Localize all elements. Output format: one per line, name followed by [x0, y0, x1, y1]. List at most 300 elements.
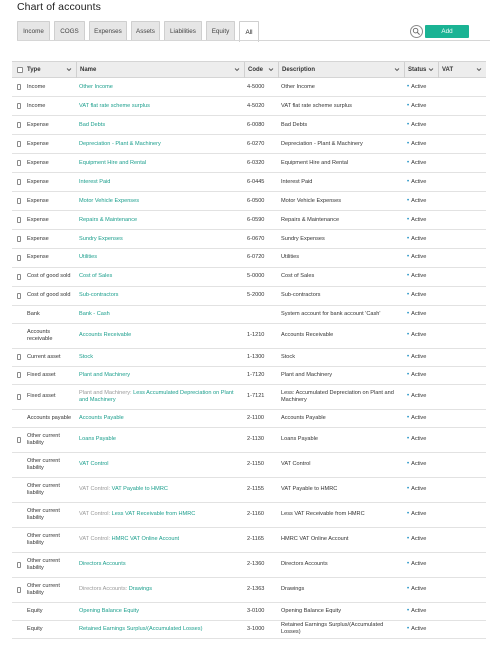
vat-cell: [441, 78, 489, 96]
name-text: [79, 122, 105, 129]
table-row[interactable]: [12, 478, 486, 503]
name-text: [79, 254, 97, 261]
account-name-link[interactable]: Less Accumulated Depreciation on Plant and Machinery: [79, 389, 234, 403]
type-cell: Other current liability: [27, 532, 60, 546]
row-select-cell: [12, 578, 24, 602]
name-text: [79, 608, 139, 615]
name-text: [79, 292, 118, 299]
table-row[interactable]: [12, 135, 486, 154]
name-cell: [79, 192, 247, 210]
row-select-cell: [12, 478, 24, 502]
status-dot-icon: •: [407, 121, 410, 128]
type-cell: Expense: [27, 235, 49, 242]
status-label: Active: [411, 371, 427, 378]
table-row[interactable]: [12, 553, 486, 578]
code-cell: 4-5000: [247, 83, 265, 90]
row-checkbox[interactable]: [17, 141, 21, 147]
table-row[interactable]: [12, 603, 486, 621]
type-cell: Accounts payable: [27, 414, 72, 421]
table-row[interactable]: [12, 192, 486, 211]
row-select-cell: [12, 349, 24, 366]
description-cell: Motor Vehicle Expenses: [281, 197, 342, 204]
status-cell: [407, 116, 441, 134]
name-cell: [79, 154, 247, 172]
row-select-cell: [12, 173, 24, 191]
vat-cell: [441, 173, 489, 191]
name-cell: [79, 453, 247, 477]
table-row[interactable]: [12, 385, 486, 410]
status-dot-icon: •: [407, 216, 410, 223]
row-checkbox[interactable]: [17, 103, 21, 109]
description-cell: Accounts Payable: [281, 414, 326, 421]
chevron-down-icon[interactable]: [268, 67, 274, 74]
account-name-link[interactable]: Sub-contractors: [79, 292, 119, 298]
status-label: Active: [411, 536, 427, 542]
status-label: Active: [411, 254, 427, 261]
status-dot-icon: •: [407, 371, 410, 378]
column-header-name[interactable]: [76, 62, 244, 78]
status-dot-icon: •: [407, 414, 410, 421]
tab-income[interactable]: Income: [17, 21, 50, 40]
tab-equity[interactable]: Equity: [206, 21, 235, 40]
table-row[interactable]: [12, 528, 486, 553]
code-cell: 3-0100: [247, 607, 265, 614]
vat-cell: [441, 528, 489, 552]
status-label: Active: [411, 292, 427, 298]
description-cell: Equipment Hire and Rental: [281, 159, 349, 166]
type-cell: Expense: [27, 197, 49, 204]
name-text: [79, 486, 168, 493]
account-name-link[interactable]: VAT Control: [79, 461, 109, 467]
status-label: Active: [411, 140, 427, 147]
name-cell: [79, 553, 247, 577]
status-dot-icon: •: [407, 83, 410, 90]
accounts-table: [12, 61, 486, 639]
code-cell: 4-5020: [247, 102, 265, 109]
vat-cell: [441, 324, 489, 348]
row-checkbox[interactable]: [17, 255, 21, 261]
column-header-label: Name: [80, 67, 97, 73]
status-cell: [407, 385, 441, 409]
name-cell: [79, 385, 247, 409]
chevron-down-icon[interactable]: [476, 67, 482, 74]
account-name-link[interactable]: Drawings: [128, 586, 153, 592]
status-cell: [407, 78, 441, 96]
status-cell: [407, 553, 441, 577]
account-type-tabs: [17, 21, 259, 40]
status-cell: [407, 428, 441, 452]
column-header-label: Status: [408, 67, 427, 73]
name-cell: [79, 478, 247, 502]
chevron-down-icon[interactable]: [66, 67, 72, 74]
description-cell: System account for bank account 'Cash': [281, 310, 381, 317]
table-row[interactable]: [12, 173, 486, 192]
code-cell: 2-1150: [247, 461, 265, 467]
table-row[interactable]: [12, 154, 486, 173]
parent-account-prefix: VAT Control:: [79, 511, 112, 517]
type-cell: Cost of good sold: [27, 273, 71, 279]
page-title: Chart of accounts: [17, 1, 101, 13]
vat-cell: [441, 97, 489, 115]
column-header-vat[interactable]: [438, 62, 486, 78]
name-cell: [79, 249, 247, 267]
account-name-link[interactable]: Bank - Cash: [79, 310, 110, 317]
chevron-down-icon[interactable]: [234, 67, 240, 74]
status-dot-icon: •: [407, 607, 410, 614]
status-dot-icon: •: [407, 586, 410, 592]
table-row[interactable]: [12, 268, 486, 287]
description-cell: Less: Accumulated Depreciation on Plant and Machinery: [281, 389, 394, 403]
row-select-cell: [12, 553, 24, 577]
type-cell: Other current liability: [27, 507, 60, 521]
row-checkbox[interactable]: [17, 354, 21, 360]
account-name-link[interactable]: Depreciation - Plant & Machinery: [79, 140, 161, 147]
name-text: [79, 179, 110, 186]
row-checkbox[interactable]: [17, 293, 21, 299]
status-cell: [407, 230, 441, 248]
row-select-cell: [12, 385, 24, 409]
name-text: [79, 372, 130, 379]
description-cell: Plant and Machinery: [281, 371, 332, 378]
type-cell: Other current liability: [27, 582, 60, 596]
type-cell: Expense: [27, 254, 49, 261]
code-cell: 3-1000: [247, 625, 265, 632]
description-cell: Bad Debts: [281, 121, 308, 128]
table-body: [12, 78, 486, 639]
vat-cell: [441, 306, 489, 323]
tab-cogs[interactable]: COGS: [54, 21, 85, 40]
row-select-cell: [12, 428, 24, 452]
status-dot-icon: •: [407, 273, 410, 279]
name-cell: [79, 503, 247, 527]
vat-cell: [441, 428, 489, 452]
row-checkbox[interactable]: [17, 562, 21, 568]
code-cell: 1-7121: [247, 393, 265, 399]
chevron-down-icon[interactable]: [428, 67, 434, 74]
name-cell: [79, 410, 247, 427]
tab-assets[interactable]: Assets: [131, 21, 160, 40]
code-cell: 2-1130: [247, 436, 265, 442]
type-cell: Bank: [27, 310, 40, 317]
row-checkbox[interactable]: [17, 587, 21, 593]
parent-account-prefix: Plant and Machinery:: [79, 389, 134, 396]
table-row[interactable]: [12, 503, 486, 528]
description-cell: VAT flat rate scheme surplus: [281, 102, 352, 109]
name-cell: [79, 173, 247, 191]
status-cell: [407, 528, 441, 552]
status-label: Active: [411, 159, 427, 166]
name-cell: [79, 306, 247, 323]
status-label: Active: [411, 414, 427, 421]
row-checkbox[interactable]: [17, 122, 21, 128]
status-dot-icon: •: [407, 197, 410, 204]
vat-cell: [441, 578, 489, 602]
table-row[interactable]: [12, 453, 486, 478]
status-cell: [407, 578, 441, 602]
row-select-cell: [12, 116, 24, 134]
description-cell: Retained Earnings Surplus/(Accumulated Losses): [281, 622, 384, 635]
table-row[interactable]: [12, 287, 486, 306]
vat-cell: [441, 621, 489, 638]
status-cell: [407, 367, 441, 384]
code-cell: 6-0320: [247, 159, 265, 166]
type-cell: Income: [27, 83, 46, 90]
account-name-link[interactable]: Motor Vehicle Expenses: [79, 197, 140, 204]
status-cell: [407, 135, 441, 153]
type-cell: Accounts receivable: [27, 328, 53, 342]
status-cell: [407, 503, 441, 527]
status-label: Active: [411, 216, 427, 223]
account-name-link[interactable]: HMRC VAT Online Account: [111, 536, 180, 542]
status-dot-icon: •: [407, 102, 410, 109]
row-checkbox[interactable]: [17, 84, 21, 90]
vat-cell: [441, 453, 489, 477]
row-checkbox[interactable]: [17, 372, 21, 378]
row-checkbox[interactable]: [17, 437, 21, 443]
type-cell: Expense: [27, 159, 49, 166]
status-label: Active: [411, 178, 427, 185]
row-checkbox[interactable]: [17, 217, 21, 223]
description-cell: Loans Payable: [281, 436, 319, 442]
name-cell: [79, 603, 247, 620]
row-checkbox[interactable]: [17, 160, 21, 166]
description-cell: Depreciation - Plant & Machinery: [281, 140, 363, 147]
code-cell: 2-1100: [247, 414, 265, 421]
row-checkbox[interactable]: [17, 236, 21, 242]
status-dot-icon: •: [407, 353, 410, 360]
name-text: [79, 626, 202, 633]
type-cell: Other current liability: [27, 557, 60, 571]
status-label: Active: [411, 486, 427, 492]
code-cell: 2-1363: [247, 586, 265, 592]
type-cell: Equity: [27, 625, 43, 632]
status-cell: [407, 192, 441, 210]
row-select-cell: [12, 154, 24, 172]
table-row[interactable]: [12, 211, 486, 230]
column-header-description[interactable]: [278, 62, 404, 78]
status-dot-icon: •: [407, 461, 410, 467]
account-name-link[interactable]: Sundry Expenses: [79, 235, 123, 242]
row-select-cell: [12, 249, 24, 267]
row-checkbox[interactable]: [17, 274, 21, 280]
column-header-label: Type: [27, 67, 41, 73]
status-cell: [407, 306, 441, 323]
status-dot-icon: •: [407, 486, 410, 492]
code-cell: 2-1360: [247, 561, 265, 567]
account-name-link[interactable]: Interest Paid: [79, 178, 111, 185]
status-cell: [407, 603, 441, 620]
account-name-link[interactable]: Loans Payable: [79, 436, 117, 442]
row-select-cell: [12, 97, 24, 115]
description-cell: Utilities: [281, 254, 300, 261]
column-header-code[interactable]: [244, 62, 278, 78]
account-name-link[interactable]: Bad Debts: [79, 121, 106, 128]
table-row[interactable]: [12, 428, 486, 453]
name-text: [79, 354, 93, 361]
name-text: [79, 311, 110, 318]
account-name-link[interactable]: Plant and Machinery: [79, 371, 130, 378]
description-cell: Stock: [281, 353, 295, 360]
row-select-cell: [12, 287, 24, 305]
vat-cell: [441, 603, 489, 620]
type-cell: Current asset: [27, 353, 61, 360]
name-cell: [79, 428, 247, 452]
name-text: [79, 390, 244, 404]
code-cell: 6-0445: [247, 178, 265, 185]
tab-liabilities[interactable]: Liabilities: [164, 21, 202, 40]
row-select-cell: [12, 135, 24, 153]
name-cell: [79, 324, 247, 348]
description-cell: VAT Payable to HMRC: [281, 486, 338, 492]
description-cell: Other Income: [281, 83, 315, 90]
vat-cell: [441, 249, 489, 267]
row-select-cell: [12, 192, 24, 210]
row-checkbox[interactable]: [17, 394, 21, 400]
name-text: [79, 198, 139, 205]
type-cell: Other current liability: [27, 432, 60, 446]
name-text: [79, 217, 137, 224]
name-cell: [79, 135, 247, 153]
parent-account-prefix: Directors Accounts:: [79, 586, 129, 592]
name-text: [79, 586, 152, 593]
row-select-cell: [12, 453, 24, 477]
account-name-link[interactable]: Accounts Receivable: [79, 332, 132, 338]
status-label: Active: [411, 235, 427, 242]
status-dot-icon: •: [407, 292, 410, 298]
account-name-link[interactable]: Accounts Payable: [79, 414, 124, 421]
account-name-link[interactable]: Equipment Hire and Rental: [79, 159, 147, 166]
status-dot-icon: •: [407, 393, 410, 399]
table-row[interactable]: [12, 324, 486, 349]
type-cell: Other current liability: [27, 457, 60, 471]
tab-expenses[interactable]: Expenses: [89, 21, 127, 40]
account-name-link[interactable]: Opening Balance Equity: [79, 607, 140, 614]
vat-cell: [441, 268, 489, 286]
column-header-label: Description: [282, 67, 316, 73]
status-label: Active: [411, 353, 427, 360]
code-cell: 6-0500: [247, 197, 265, 204]
name-cell: [79, 528, 247, 552]
description-cell: Less VAT Receivable from HMRC: [281, 511, 365, 517]
table-row[interactable]: [12, 349, 486, 367]
account-name-link[interactable]: Repairs & Maintenance: [79, 216, 138, 223]
name-text: [79, 436, 116, 443]
account-name-link[interactable]: VAT Payable to HMRC: [111, 486, 168, 492]
name-text: [79, 160, 146, 167]
table-row[interactable]: [12, 230, 486, 249]
type-cell: Expense: [27, 140, 49, 147]
code-cell: 5-0000: [247, 273, 265, 279]
table-row[interactable]: [12, 410, 486, 428]
status-cell: [407, 349, 441, 366]
account-name-link[interactable]: Cost of Sales: [79, 273, 113, 279]
row-select-cell: [12, 528, 24, 552]
name-cell: [79, 349, 247, 366]
status-label: Active: [411, 436, 427, 442]
account-name-link[interactable]: Retained Earnings Surplus/(Accumulated Losses): [79, 625, 203, 632]
column-header-label: VAT: [442, 67, 454, 73]
table-row[interactable]: [12, 621, 486, 639]
name-text: [79, 461, 109, 468]
row-select-cell: [12, 268, 24, 286]
code-cell: 6-0270: [247, 140, 265, 147]
status-cell: [407, 97, 441, 115]
table-row[interactable]: [12, 249, 486, 268]
name-cell: [79, 211, 247, 229]
add-account-button[interactable]: Add: [425, 25, 469, 38]
account-name-link[interactable]: Other Income: [79, 83, 113, 90]
table-row[interactable]: [12, 306, 486, 324]
name-cell: [79, 578, 247, 602]
table-row[interactable]: [12, 116, 486, 135]
column-header-type[interactable]: [24, 62, 76, 78]
description-cell: HMRC VAT Online Account: [281, 536, 349, 542]
tab-divider: [17, 40, 490, 41]
vat-cell: [441, 192, 489, 210]
name-text: [79, 511, 195, 518]
status-cell: [407, 268, 441, 286]
table-row[interactable]: [12, 367, 486, 385]
status-dot-icon: •: [407, 235, 410, 242]
account-name-link[interactable]: Utilities: [79, 254, 98, 261]
chevron-down-icon[interactable]: [394, 67, 400, 74]
account-name-link[interactable]: VAT flat rate scheme surplus: [79, 102, 150, 109]
account-name-link[interactable]: Directors Accounts: [79, 561, 126, 567]
status-cell: [407, 173, 441, 191]
status-cell: [407, 478, 441, 502]
table-row[interactable]: [12, 78, 486, 97]
vat-cell: [441, 287, 489, 305]
row-select-cell: [12, 410, 24, 427]
select-all-checkbox[interactable]: [17, 67, 23, 73]
code-cell: 1-7120: [247, 371, 265, 378]
tab-all[interactable]: All: [239, 21, 259, 42]
table-row[interactable]: [12, 97, 486, 116]
column-header-status[interactable]: [404, 62, 438, 78]
account-name-link[interactable]: Stock: [79, 353, 93, 360]
row-select-cell: [12, 230, 24, 248]
code-cell: 1-1300: [247, 353, 265, 360]
type-cell: Expense: [27, 121, 49, 128]
row-checkbox[interactable]: [17, 198, 21, 204]
name-cell: [79, 268, 247, 286]
description-cell: Opening Balance Equity: [281, 607, 342, 614]
status-dot-icon: •: [407, 140, 410, 147]
table-row[interactable]: [12, 578, 486, 603]
status-label: Active: [411, 197, 427, 204]
status-label: Active: [411, 511, 427, 517]
code-cell: 1-1210: [247, 332, 265, 338]
type-cell: Equity: [27, 607, 43, 614]
code-cell: 5-2000: [247, 292, 265, 298]
vat-cell: [441, 385, 489, 409]
row-checkbox[interactable]: [17, 179, 21, 185]
status-label: Active: [411, 607, 427, 614]
status-dot-icon: •: [407, 254, 410, 261]
description-cell: Repairs & Maintenance: [281, 216, 340, 223]
type-cell: Cost of good sold: [27, 292, 71, 298]
code-cell: 2-1155: [247, 486, 265, 492]
search-button[interactable]: [410, 25, 423, 38]
vat-cell: [441, 349, 489, 366]
search-icon: [412, 27, 421, 36]
account-name-link[interactable]: Less VAT Receivable from HMRC: [111, 511, 196, 517]
description-cell: Interest Paid: [281, 178, 313, 185]
status-cell: [407, 324, 441, 348]
select-all-cell: [12, 62, 24, 78]
row-select-cell: [12, 603, 24, 620]
vat-cell: [441, 135, 489, 153]
